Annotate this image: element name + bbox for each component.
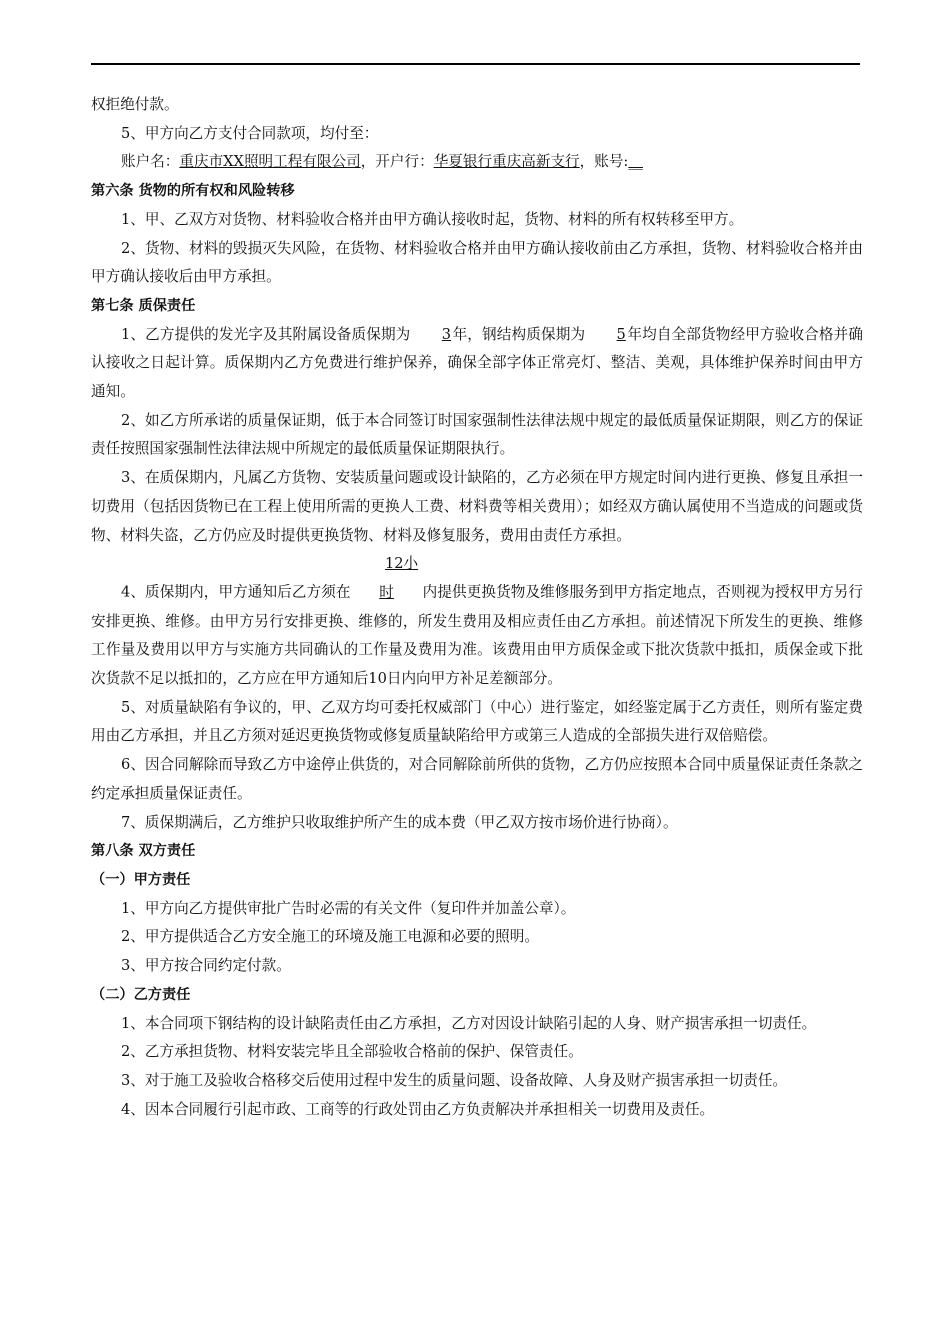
party-b-clause-4: 4、因本合同履行引起市政、工商等的行政处罚由乙方负责解决并承担相关一切费用及责任。	[121, 1100, 715, 1118]
section-8-title: 第八条 双方责任	[91, 843, 196, 860]
party-a-clause-3: 3、甲方按合同约定付款。	[121, 957, 291, 975]
clause-text: 1、乙方提供的发光字及其附属设备质保期为	[121, 325, 411, 343]
section-7-title: 第七条 质保责任	[91, 297, 196, 314]
section-6-title: 第六条 货物的所有权和风险转移	[91, 183, 295, 200]
warranty-years-steel: 5	[616, 325, 626, 343]
party-b-clause-2: 2、乙方承担货物、材料安装完毕且全部验收合格前的保护、保管责任。	[121, 1043, 583, 1061]
bank-account-line	[91, 148, 863, 177]
section-7-clause-7: 7、质保期满后，乙方维护只收取维护所产生的成本费（甲乙双方按市场价进行协商）。	[121, 813, 678, 831]
section-7-clause-2: 2、如乙方所承诺的质量保证期，低于本合同签订时国家强制性法律法规中规定的最低质量保证期限，则乙方的保证责任按照国家强制性法律法规中所规定的最低质量保证期限执行。	[91, 411, 863, 458]
bank-label: ，开户行：	[360, 153, 434, 171]
clause-text: 年，钢结构质保期为	[452, 325, 586, 343]
account-name: 重庆市XX照明工程有限公司	[179, 153, 361, 171]
party-b-responsibility-title: （二）乙方责任	[91, 986, 191, 1003]
section-7-clause-3: 3、在质保期内，凡属乙方货物、安装质量问题或设计缺陷的，乙方必须在甲方规定时间内进行更换、修复且承担一切费用（包括因货物已在工程上使用所需的更换人工费、材料费等相关费用）；如经双方确认属使用不当造成的问题或货物、材料失盗，乙方仍应及时提供更换货物、材料及修复服务，费用由责任方承担。	[91, 469, 863, 544]
paragraph-continued: 权拒绝付款。	[91, 96, 179, 113]
account-number: __	[628, 153, 643, 171]
party-b-clause-3: 3、对于施工及验收合格移交后使用过程中发生的质量问题、设备故障、人身及财产损害承担一切责任。	[121, 1071, 788, 1089]
clause-text: 4、质保期内，甲方通知后乙方须在	[121, 583, 351, 601]
section-6-clause-1: 1、甲、乙双方对货物、材料验收合格并由甲方确认接收时起，货物、材料的所有权转移至甲方。	[121, 210, 744, 228]
party-a-clause-2: 2、甲方提供适合乙方安全施工的环境及施工电源和必要的照明。	[121, 928, 539, 946]
document-body	[91, 91, 863, 1124]
clause-text: 内提供更换货物及维修服务到甲方指定地点，否则视为授权甲方另行安排更换、维修。由甲方另行安排更换、维修的，所发生费用及相应责任由乙方承担。前述情况下所发生的更换、维修工作量及费用以甲方与实施方共同确认的工作量及费用为准。该费用由甲方质保金或下批次货款中抵扣，质保金或下批次货款不足以抵扣的，乙方应在甲方通知后10日内向甲方补足差额部分。	[91, 583, 863, 688]
account-name-label: 账户名：	[121, 153, 180, 171]
clause-text: 年均自全部货物经甲方验收合格并确认接收之日起计算。质保期内乙方免费进行维护保养，确保全部字体正常亮灯、整洁、美观，具体维护保养时间由甲方通知。	[91, 325, 863, 401]
warranty-years-lighting: 3	[441, 325, 452, 343]
party-a-responsibility-title: （一）甲方责任	[91, 871, 191, 888]
header-rule	[91, 63, 860, 65]
section-7-clause-4	[91, 550, 863, 694]
section-7-clause-6: 6、因合同解除而导致乙方中途停止供货的，对合同解除前所供的货物，乙方仍应按照本合同中质量保证责任条款之约定承担质量保证责任。	[91, 756, 863, 802]
account-number-label: ，账号:	[579, 153, 629, 171]
party-a-clause-1: 1、甲方向乙方提供审批广告时必需的有关文件（复印件并加盖公章）。	[121, 899, 576, 917]
section-7-clause-5: 5、对质量缺陷有争议的，甲、乙双方均可委托权威部门（中心）进行鉴定，如经鉴定属于乙方责任，则所有鉴定费用由乙方承担，并且乙方须对延迟更换货物或修复质量缺陷给甲方或第三人造成的全部损失进行双倍赔偿。	[91, 698, 863, 745]
party-b-clause-1: 1、本合同项下钢结构的设计缺陷责任由乙方承担，乙方对因设计缺陷引起的人身、财产损害承担一切责任。	[121, 1014, 817, 1032]
payment-clause-5: 5、甲方向乙方支付合同款项，均付至：	[121, 124, 379, 142]
bank-name: 华夏银行重庆高新支行	[433, 153, 580, 171]
response-time: 12小时	[379, 555, 419, 601]
section-6-clause-2: 2、货物、材料的毁损灭失风险，在货物、材料验收合格并由甲方确认接收前由乙方承担，货物、材料验收合格并由甲方确认接收后由甲方承担。	[91, 239, 863, 286]
section-7-clause-1	[91, 321, 863, 407]
